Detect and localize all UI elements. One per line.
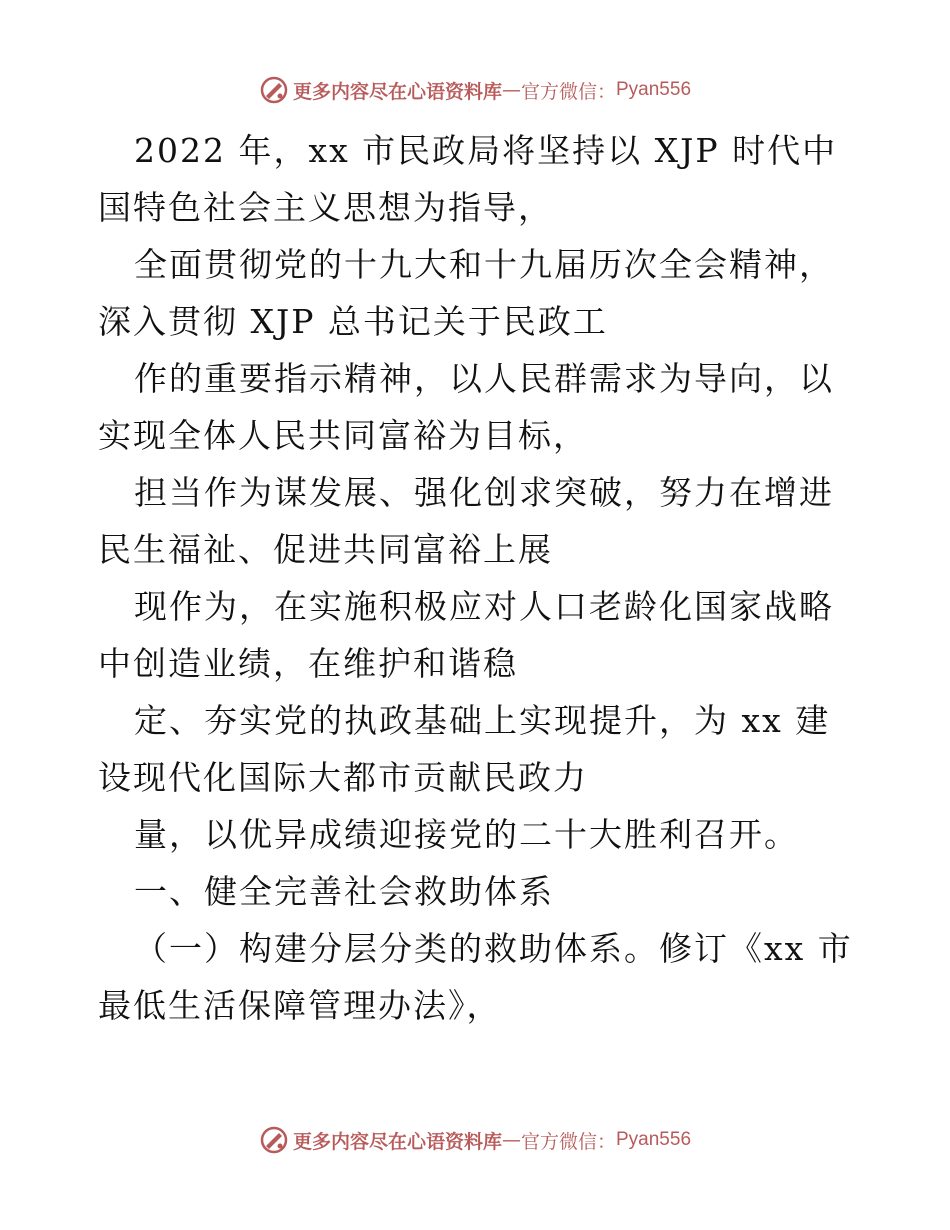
watermark-id-text: Pyan556 [616,1129,692,1150]
watermark-sub-text: 官方微信： [520,1130,616,1153]
watermark-dash: — [501,1129,521,1151]
paragraph: （一）构建分层分类的救助体系。修订《xx 市最低生活保障管理办法》， [98,929,853,1025]
paragraph: 量，以优异成绩迎接党的二十大胜利召开。 [134,815,799,854]
watermark-header [0,70,950,110]
paragraph: 2022 年，xx 市民政局将坚持以 XJP 时代中国特色社会主义思想为指导， [98,131,838,227]
watermark-sub-text: 官方微信： [520,80,616,103]
brand-logo-icon [259,75,289,105]
section-heading: 一、健全完善社会救助体系 [134,872,554,911]
watermark-main-text: 更多内容尽在心语资料库 [292,80,502,103]
paragraph: 定、夯实党的执政基础上实现提升，为 xx 建设现代化国际大都市贡献民政力 [98,701,831,797]
watermark-main-text: 更多内容尽在心语资料库 [292,1130,502,1153]
watermark-id-text: Pyan556 [616,79,692,100]
paragraph: 现作为，在实施积极应对人口老龄化国家战略中创造业绩，在维护和谐稳 [98,587,834,683]
paragraph: 担当作为谋发展、强化创求突破，努力在增进民生福祉、促进共同富裕上展 [98,473,834,569]
brand-logo-icon [259,1125,289,1155]
paragraph: 全面贯彻党的十九大和十九届历次全会精神，深入贯彻 XJP 总书记关于民政工 [98,245,834,341]
watermark-footer [0,1120,950,1160]
watermark-dash: — [501,79,521,101]
document-body [98,122,858,1034]
paragraph: 作的重要指示精神，以人民群需求为导向，以实现全体人民共同富裕为目标， [98,359,834,455]
